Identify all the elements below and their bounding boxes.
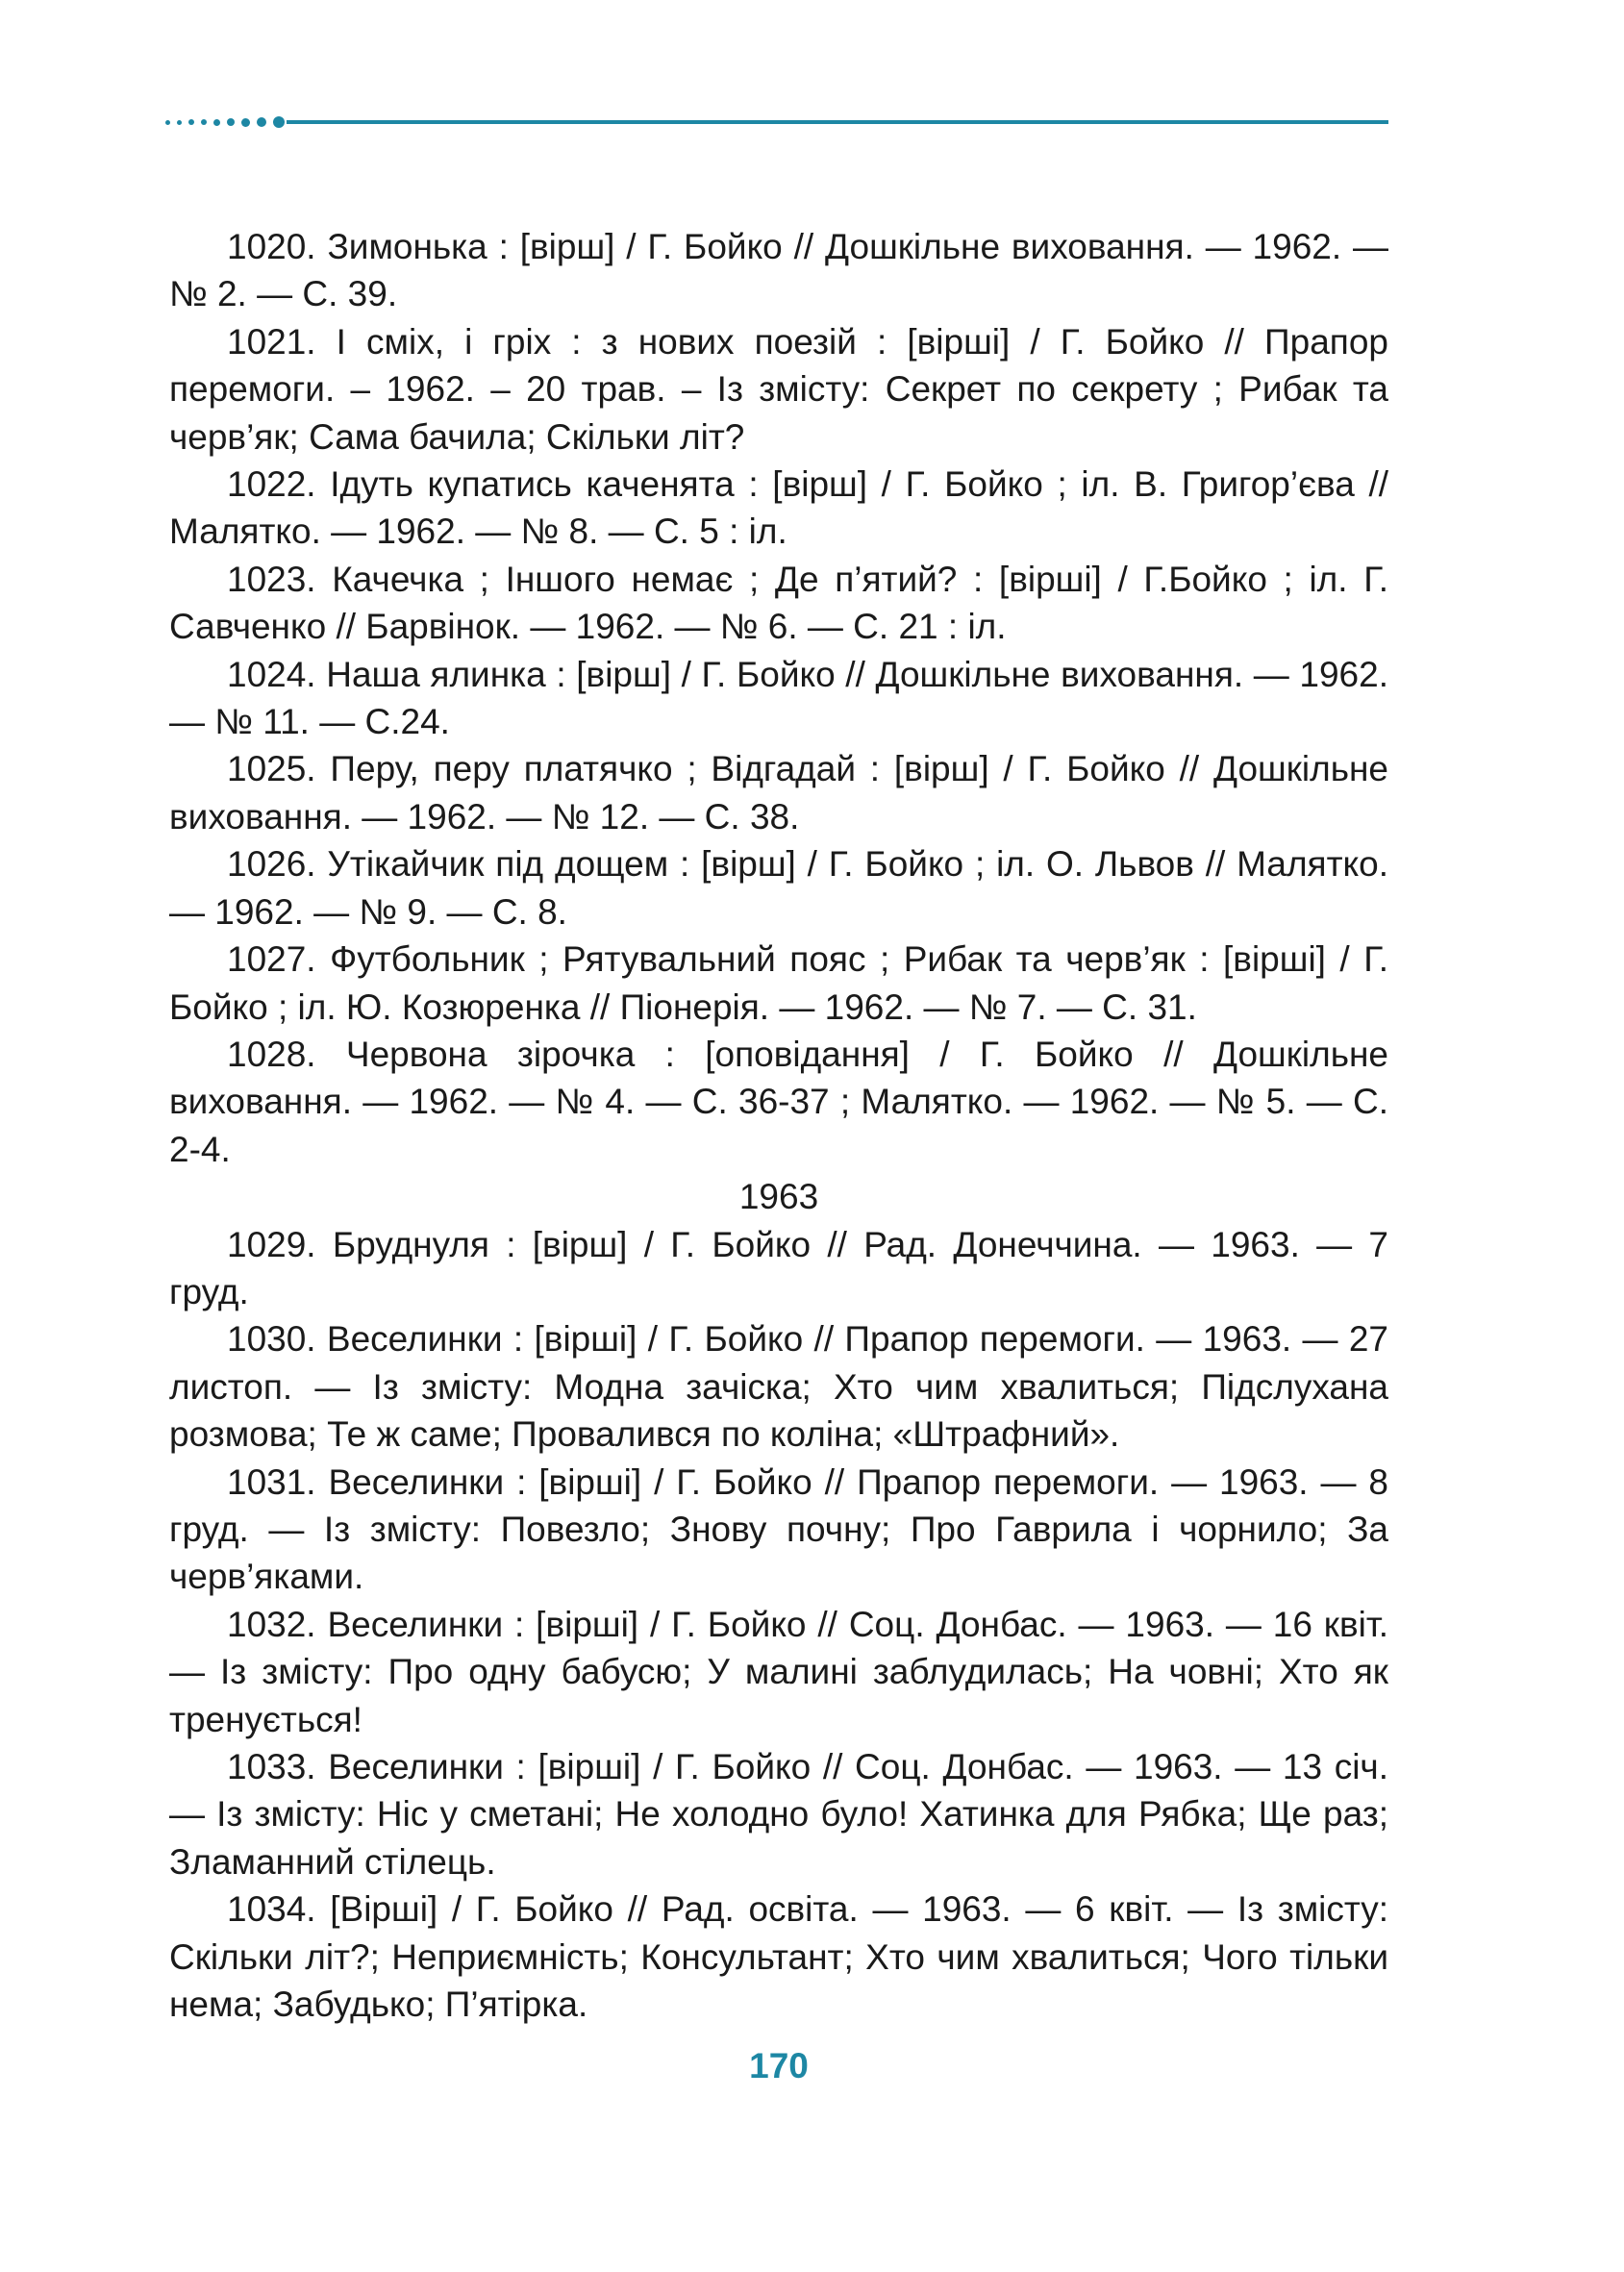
bibliography-entry: 1020. Зимонька : [вірш] / Г. Бойко // Дошкільне виховання. — 1962. — № 2. — С. 39.	[169, 227, 1388, 314]
bibliography-entry: 1025. Перу, перу платячко ; Відгадай : [вірш] / Г. Бойко // Дошкільне виховання. — 1962. — № 12. — С. 38.	[169, 749, 1388, 836]
bibliography-entry: 1031. Веселинки : [вірші] / Г. Бойко // Прапор перемоги. — 1963. — 8 груд. — Із змісту: Повезло; Знову почну; Про Гаврила і чорнило; За черв’яками.	[169, 1461, 1388, 1597]
bibliography-entry: 1027. Футбольник ; Рятувальний пояс ; Рибак та черв’як : [вірші] / Г. Бойко ; іл. Ю. Козюренка // Піонерія. — 1962. — № 7. — С. 31.	[169, 939, 1388, 1027]
year-heading: 1963	[738, 1177, 819, 1217]
header-dot	[273, 116, 285, 128]
header-dot	[165, 120, 170, 125]
bibliography-entry: 1030. Веселинки : [вірші] / Г. Бойко // Прапор перемоги. — 1963. — 27 листоп. — Із змісту: Модна зачіска; Хто чим хвалиться; Підслухана розмова; Те ж саме; Провалився по коліна; «Штрафний».	[169, 1319, 1388, 1455]
bibliography-entry: 1032. Веселинки : [вірші] / Г. Бойко // Соц. Донбас. — 1963. — 16 квіт. — Із змісту: Про одну бабусю; У малині заблудилась; На човні; Хто як тренується!	[169, 1604, 1388, 1739]
header-dots	[165, 116, 285, 128]
bibliography-entry: 1026. Утікайчик під дощем : [вірш] / Г. Бойко ; іл. О. Львов // Малятко. — 1962. — № 9. — С. 8.	[169, 844, 1388, 932]
bibliography-entry: 1029. Бруднуля : [вірш] / Г. Бойко // Рад. Донеччина. — 1963. — 7 груд.	[169, 1224, 1388, 1311]
header-dot	[177, 120, 182, 125]
bibliography-entry: 1034. [Вірші] / Г. Бойко // Рад. освіта. — 1963. — 6 квіт. — Із змісту: Скільки літ?; Неприємність; Консультант; Хто чим хвалиться; Чого тільки нема; Забудько; П’ятірка.	[169, 1889, 1388, 2025]
header-rule	[165, 115, 1388, 129]
header-line	[287, 120, 1388, 124]
bibliography-entry: 1023. Качечка ; Іншого немає ; Де п’ятий? : [вірші] / Г.Бойко ; іл. Г. Савченко // Барвінок. — 1962. — № 6. — С. 21 : іл.	[169, 559, 1388, 647]
bibliography-entry: 1022. Ідуть купатись каченята : [вірш] / Г. Бойко ; іл. В. Григор’єва // Малятко. — 1962. — № 8. — С. 5 : іл.	[169, 464, 1388, 552]
bibliography-entry: 1024. Наша ялинка : [вірш] / Г. Бойко // Дошкільне виховання. — 1962. — № 11. — С.24.	[169, 654, 1388, 742]
bibliography-entry: 1021. І сміх, і гріх : з нових поезій : [вірші] / Г. Бойко // Прапор перемоги. – 1962. – 20 трав. – Із змісту: Секрет по секрету ; Рибак та черв’як; Сама бачила; Скільки літ?	[169, 321, 1388, 457]
header-dot	[188, 119, 194, 125]
header-dot	[241, 118, 250, 127]
bibliography-content	[169, 223, 1388, 2028]
header-dot	[201, 119, 207, 125]
page-number: 170	[749, 2046, 809, 2085]
bibliography-entry: 1033. Веселинки : [вірші] / Г. Бойко // Соц. Донбас. — 1963. — 13 січ. — Із змісту: Ніс у сметані; Не холодно було! Хатинка для Рябка; Ще раз; Зламанний стілець.	[169, 1747, 1388, 1882]
header-dot	[227, 118, 235, 126]
header-dot	[257, 117, 266, 127]
header-dot	[213, 119, 220, 126]
bibliography-entry: 1028. Червона зірочка : [оповідання] / Г. Бойко // Дошкільне виховання. — 1962. — № 4. — С. 36-37 ; Малятко. — 1962. — № 5. — С. 2-4.	[169, 1034, 1388, 1169]
